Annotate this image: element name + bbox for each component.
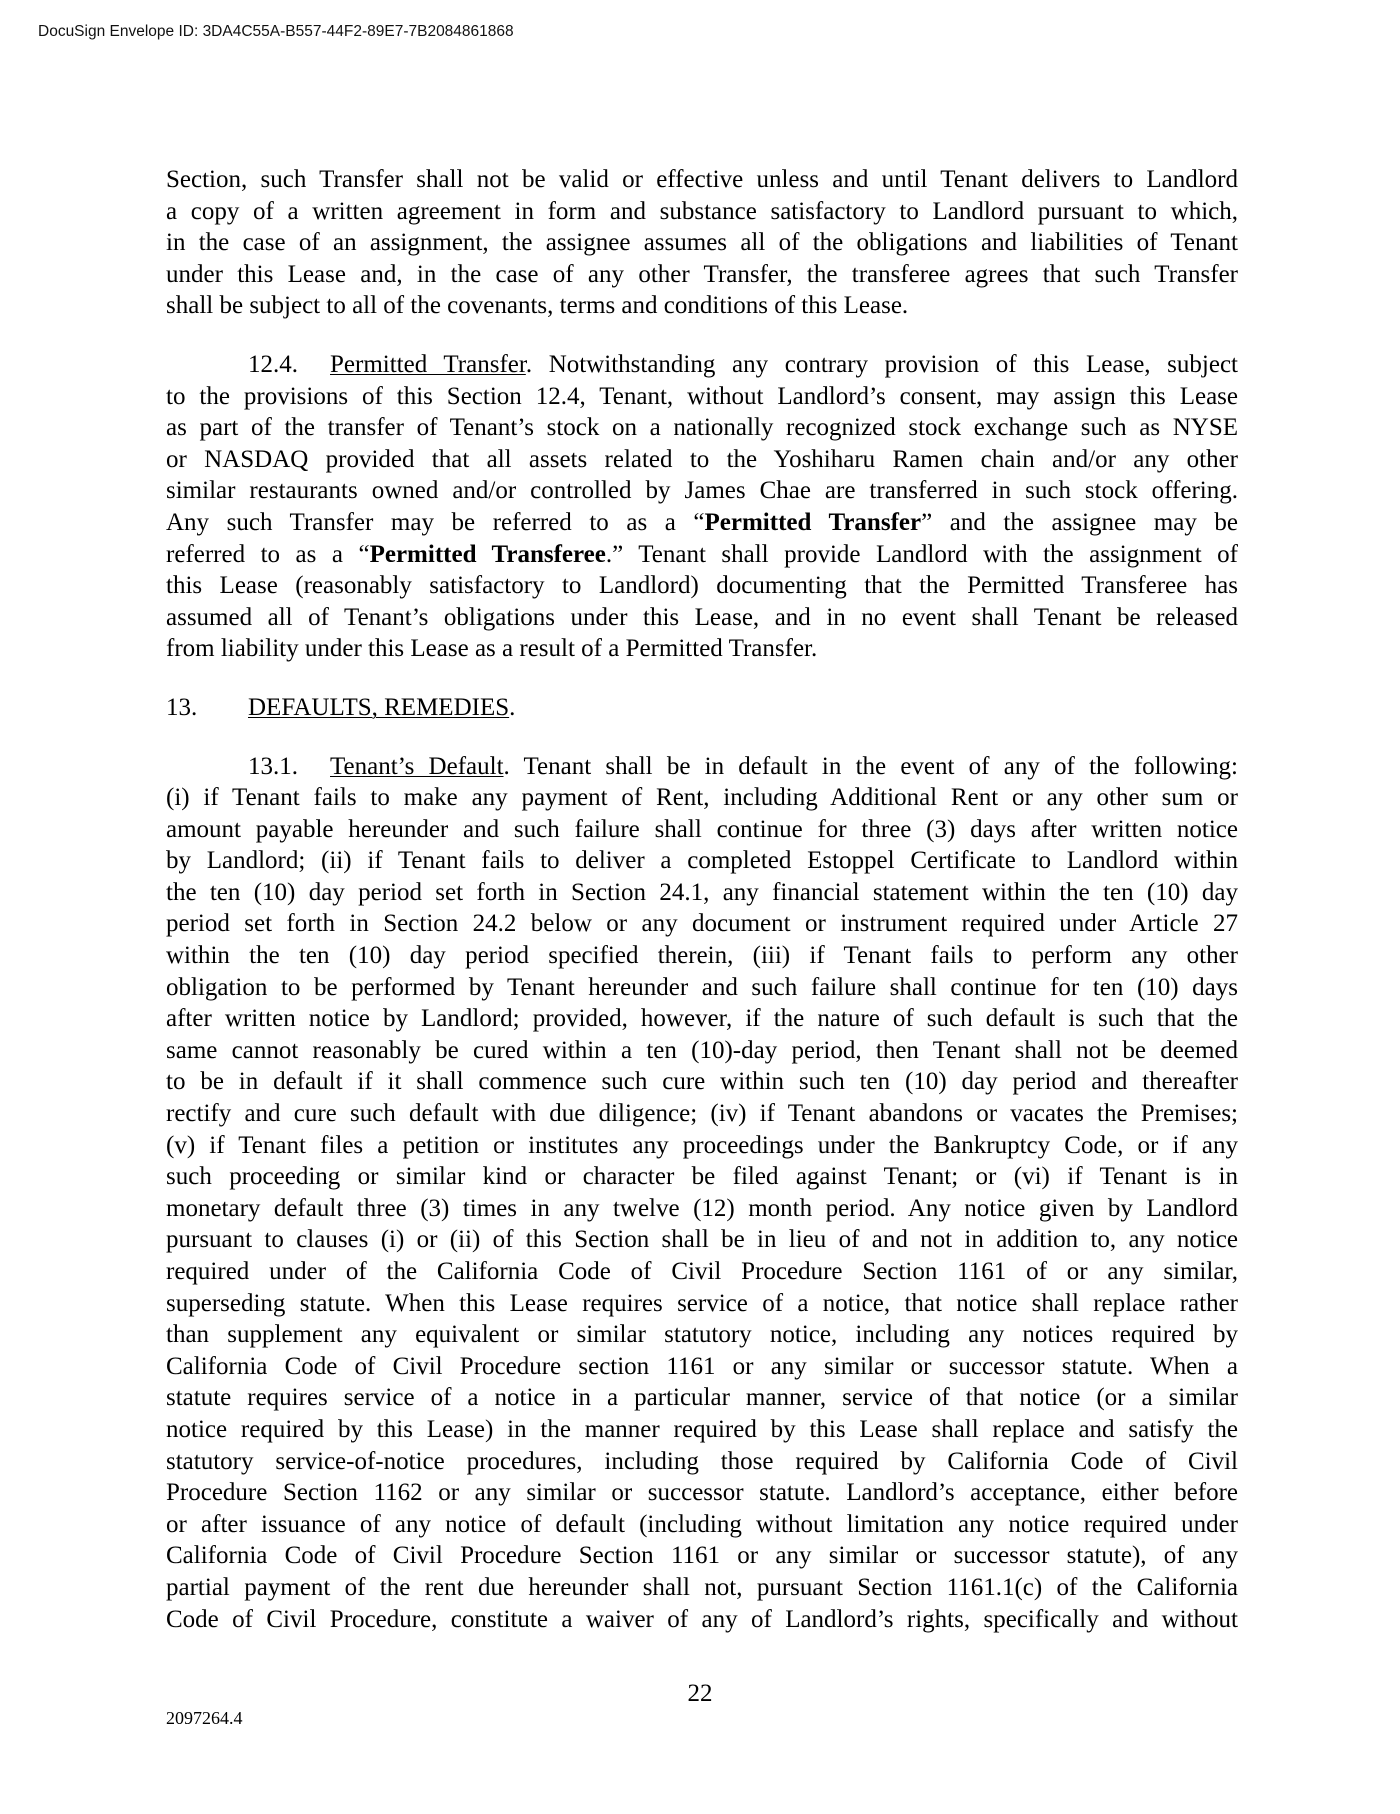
text-line: California Code of Civil Procedure section 1161 or any similar or successor statute. When a xyxy=(166,1352,1238,1380)
section-12-4-first-line xyxy=(166,349,1238,381)
paragraph-spacer xyxy=(166,322,1238,349)
section-number: 12.4. xyxy=(248,350,298,378)
text-line: statutory service-of-notice procedures, including those required by California Code of Civil xyxy=(166,1447,1238,1475)
text-line: under this Lease and, in the case of any other Transfer, the transferee agrees that such Transfer xyxy=(166,260,1238,288)
page-number: 22 xyxy=(687,1680,713,1707)
text-line: superseding statute. When this Lease requires service of a notice, that notice shall replace rather xyxy=(166,1289,1238,1317)
text-line: to be in default if it shall commence such cure within such ten (10) day period and thereafter xyxy=(166,1068,1238,1096)
text-line: monetary default three (3) times in any twelve (12) month period. Any notice given by Landlord xyxy=(166,1194,1238,1222)
section-text: . Tenant shall be in default in the event of any of the following: xyxy=(503,752,1238,780)
docusign-envelope-id: DocuSign Envelope ID: 3DA4C55A-B557-44F2-89E7-7B2084861868 xyxy=(38,23,514,40)
text-line: to the provisions of this Section 12.4, Tenant, without Landlord’s consent, may assign this Lease xyxy=(166,382,1238,410)
text-line: rectify and cure such default with due diligence; (iv) if Tenant abandons or vacates the Premises; xyxy=(166,1100,1238,1128)
text-line: pursuant to clauses (i) or (ii) of this Section shall be in lieu of and not in addition to, any notice xyxy=(166,1226,1238,1254)
text-fragment: referred to as a “ xyxy=(166,540,370,568)
section-text: . Notwithstanding any contrary provision of this Lease, subject xyxy=(525,350,1238,378)
section-13-heading xyxy=(166,692,1238,724)
text-fragment: ” and the assignee may be xyxy=(921,508,1238,536)
section-number: 13.1. xyxy=(248,752,298,780)
section-title: DEFAULTS, REMEDIES xyxy=(248,693,510,721)
paragraph-spacer xyxy=(166,665,1238,692)
text-line: than supplement any equivalent or similar statutory notice, including any notices required by xyxy=(166,1321,1238,1349)
text-line: after written notice by Landlord; provided, however, if the nature of such default is such that the xyxy=(166,1005,1238,1033)
text-line: as part of the transfer of Tenant’s stock on a nationally recognized stock exchange such as NYSE xyxy=(166,414,1238,442)
text-line: this Lease (reasonably satisfactory to Landlord) documenting that the Permitted Transferee has xyxy=(166,572,1238,600)
text-line: assumed all of Tenant’s obligations under this Lease, and in no event shall Tenant be released xyxy=(166,603,1238,631)
text-line: the ten (10) day period set forth in Section 24.1, any financial statement within the ten (10) day xyxy=(166,878,1238,906)
text-line: or after issuance of any notice of default (including without limitation any notice required under xyxy=(166,1510,1238,1538)
section-13-1-first-line xyxy=(166,751,1238,783)
section-12-4-permitted-transfer xyxy=(166,349,1238,665)
text-fragment: .” Tenant shall provide Landlord with the assignment of xyxy=(605,540,1238,568)
section-title: Permitted Transfer xyxy=(330,350,526,378)
text-line: by Landlord; (ii) if Tenant fails to deliver a completed Estoppel Certificate to Landlord within xyxy=(166,847,1238,875)
text-line: or NASDAQ provided that all assets related to the Yoshiharu Ramen chain and/or any other xyxy=(166,445,1238,473)
document-page-body xyxy=(166,164,1238,1635)
text-line: (i) if Tenant fails to make any payment of Rent, including Additional Rent or any other sum or xyxy=(166,784,1238,812)
text-line: same cannot reasonably be cured within a ten (10)-day period, then Tenant shall not be deemed xyxy=(166,1036,1238,1064)
section-number: 13. xyxy=(166,693,198,721)
text-line: obligation to be performed by Tenant hereunder and such failure shall continue for ten (10) days xyxy=(166,973,1238,1001)
defined-term-permitted-transferee: Permitted Transferee xyxy=(369,540,606,568)
text-line: within the ten (10) day period specified therein, (iii) if Tenant fails to perform any other xyxy=(166,942,1238,970)
text-line: from liability under this Lease as a result of a Permitted Transfer. xyxy=(166,635,818,663)
text-line xyxy=(166,507,1238,539)
section-title: Tenant’s Default xyxy=(330,752,504,780)
text-line: period set forth in Section 24.2 below or any document or instrument required under Article 27 xyxy=(166,910,1238,938)
text-line: Section, such Transfer shall not be valid or effective unless and until Tenant delivers to Landlord xyxy=(166,166,1238,193)
text-line: amount payable hereunder and such failure shall continue for three (3) days after written notice xyxy=(166,815,1238,843)
section-title-suffix: . xyxy=(509,693,516,721)
text-line: statute requires service of a notice in a particular manner, service of that notice (or a similar xyxy=(166,1384,1238,1412)
text-line xyxy=(166,539,1238,571)
defined-term-permitted-transfer: Permitted Transfer xyxy=(704,508,922,536)
section-13-1-tenants-default xyxy=(166,751,1238,1636)
text-line: notice required by this Lease) in the manner required by this Lease shall replace and satisfy the xyxy=(166,1415,1238,1443)
text-line: Code of Civil Procedure, constitute a waiver of any of Landlord’s rights, specifically and without xyxy=(166,1605,1238,1633)
paragraph-spacer xyxy=(166,724,1238,751)
text-line: California Code of Civil Procedure Section 1161 or any similar or successor statute), of any xyxy=(166,1542,1238,1570)
text-fragment: Any such Transfer may be referred to as a “ xyxy=(166,508,705,536)
text-line: similar restaurants owned and/or controlled by James Chae are transferred in such stock offering. xyxy=(166,477,1238,505)
heading-line xyxy=(166,692,1238,724)
text-line: in the case of an assignment, the assignee assumes all of the obligations and liabilities of Tenant xyxy=(166,229,1238,257)
text-line: Procedure Section 1162 or any similar or successor statute. Landlord’s acceptance, either before xyxy=(166,1479,1238,1507)
text-line: shall be subject to all of the covenants, terms and conditions of this Lease. xyxy=(166,292,909,320)
document-number: 2097264.4 xyxy=(166,1708,243,1728)
text-line: a copy of a written agreement in form and substance satisfactory to Landlord pursuant to which, xyxy=(166,197,1238,225)
text-line: required under of the California Code of Civil Procedure Section 1161 of or any similar, xyxy=(166,1258,1238,1285)
text-line: (v) if Tenant files a petition or institutes any proceedings under the Bankruptcy Code, or if any xyxy=(166,1131,1238,1159)
paragraph-transfer-continuation xyxy=(166,164,1238,322)
text-line: such proceeding or similar kind or character be filed against Tenant; or (vi) if Tenant is in xyxy=(166,1163,1238,1191)
text-line: partial payment of the rent due hereunder shall not, pursuant Section 1161.1(c) of the California xyxy=(166,1573,1238,1601)
